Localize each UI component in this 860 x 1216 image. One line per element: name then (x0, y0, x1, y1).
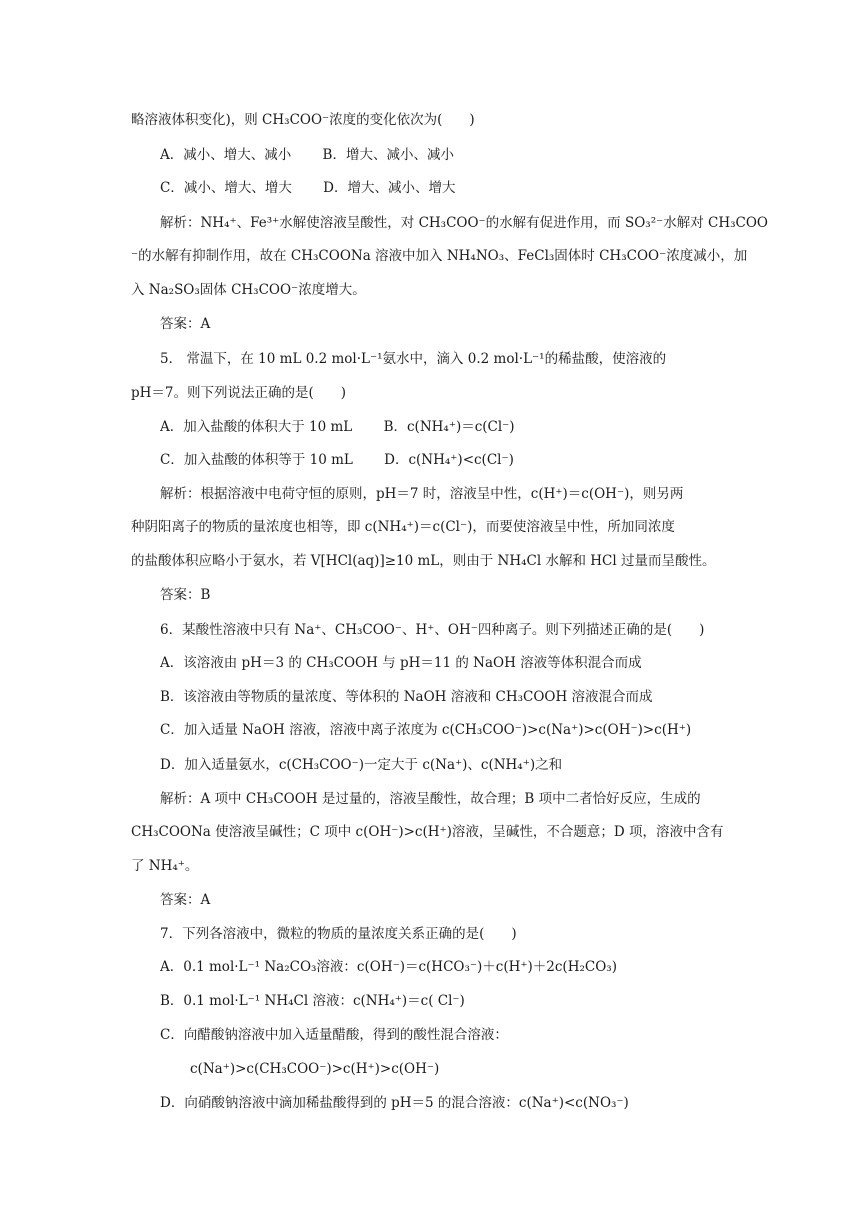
analysis-line: 解析：A 项中 CH₃COOH 是过量的，溶液呈酸性，故合理；B 项中二者恰好反应，生成的 (160, 791, 701, 807)
question-line: 7．下列各溶液中，微粒的物质的量浓度关系正确的是( ) (160, 926, 517, 942)
question-line: pH＝7。则下列说法正确的是( ) (131, 385, 347, 401)
option-line: B．0.1 mol·L⁻¹ NH₄Cl 溶液：c(NH₄⁺)＝c( Cl⁻) (160, 993, 465, 1009)
answer-line: 答案：B (160, 587, 211, 603)
option-line: A．该溶液由 pH＝3 的 CH₃COOH 与 pH＝11 的 NaOH 溶液等体积混合而成 (160, 655, 642, 671)
option-line: C．加入适量 NaOH 溶液，溶液中离子浓度为 c(CH₃COO⁻)>c(Na⁺)>c(OH⁻)>c(H⁺) (160, 722, 692, 738)
option-line: B．该溶液由等物质的量浓度、等体积的 NaOH 溶液和 CH₃COOH 溶液混合而成 (160, 689, 653, 705)
option-line: A．加入盐酸的体积大于 10 mL B．c(NH₄⁺)＝c(Cl⁻) (160, 419, 515, 435)
option-line: C．减小、增大、增大 D．增大、减小、增大 (160, 180, 456, 196)
analysis-line: 的盐酸体积应略小于氨水，若 V[HCl(aq)]≥10 mL，则由于 NH₄Cl 水解和 HCl 过量而呈酸性。 (131, 553, 716, 569)
analysis-line: 种阴阳离子的物质的量浓度也相等，即 c(NH₄⁺)＝c(Cl⁻)，而要使溶液呈中性，所加同浓度 (131, 519, 675, 535)
option-line: A．0.1 mol·L⁻¹ Na₂CO₃溶液：c(OH⁻)＝c(HCO₃⁻)＋c(H⁺)＋2c(H₂CO₃) (160, 959, 617, 975)
analysis-line: 入 Na₂SO₃固体 CH₃COO⁻浓度增大。 (131, 282, 366, 298)
text-line: 略溶液体积变化)，则 CH₃COO⁻浓度的变化依次为( ) (131, 112, 475, 128)
option-line: D．加入适量氨水，c(CH₃COO⁻)一定大于 c(Na⁺)、c(NH₄⁺)之和 (160, 757, 563, 773)
answer-line: 答案：A (160, 892, 211, 908)
analysis-line: 解析：根据溶液中电荷守恒的原则，pH＝7 时，溶液呈中性，c(H⁺)＝c(OH⁻)，则另两 (160, 486, 684, 502)
question-line: 6．某酸性溶液中只有 Na⁺、CH₃COO⁻、H⁺、OH⁻四种离子。则下列描述正确的是( ) (160, 622, 705, 638)
option-line: D．向硝酸钠溶液中滴加稀盐酸得到的 pH＝5 的混合溶液：c(Na⁺)<c(NO₃⁻) (160, 1095, 629, 1111)
analysis-line: CH₃COONa 使溶液呈碱性；C 项中 c(OH⁻)>c(H⁺)溶液，呈碱性，不合题意；D 项，溶液中含有 (131, 824, 724, 840)
answer-line: 答案：A (160, 316, 211, 332)
analysis-line: 解析：NH₄⁺、Fe³⁺水解使溶液呈酸性，对 CH₃COO⁻的水解有促进作用，而 SO₃²⁻水解对 CH₃COO (160, 215, 769, 231)
option-line: C．向醋酸钠溶液中加入适量醋酸，得到的酸性混合溶液： (160, 1027, 508, 1043)
question-line: 5． 常温下，在 10 mL 0.2 mol·L⁻¹氨水中，滴入 0.2 mol·L⁻¹的稀盐酸，使溶液的 (160, 351, 667, 367)
option-line: A．减小、增大、减小 B．增大、减小、减小 (160, 147, 454, 163)
formula-line: c(Na⁺)>c(CH₃COO⁻)>c(H⁺)>c(OH⁻) (190, 1061, 440, 1077)
analysis-line: 了 NH₄⁺。 (131, 858, 199, 874)
option-line: C．加入盐酸的体积等于 10 mL D．c(NH₄⁺)<c(Cl⁻) (160, 452, 514, 468)
analysis-line: ⁻的水解有抑制作用，故在 CH₃COONa 溶液中加入 NH₄NO₃、FeCl₃固体时 CH₃COO⁻浓度减小，加 (131, 248, 748, 264)
